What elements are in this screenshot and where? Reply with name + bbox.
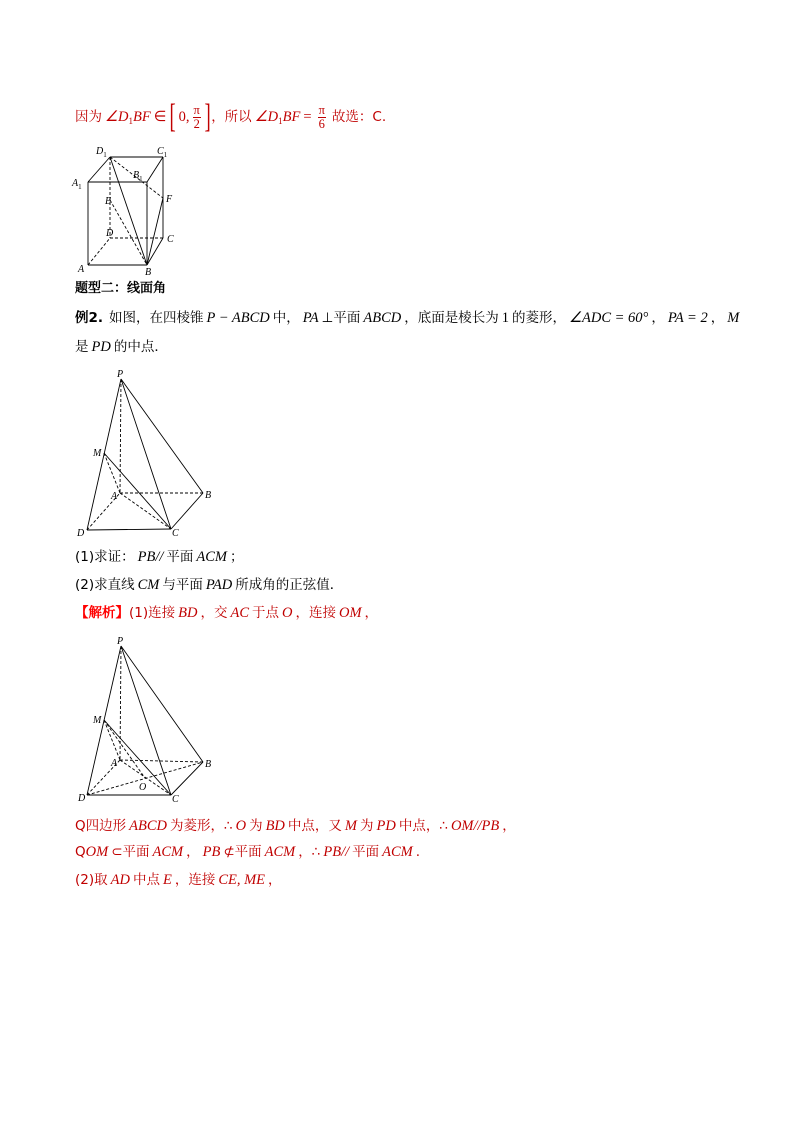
example-label: 例2.	[75, 310, 104, 326]
edge-d-c	[87, 529, 171, 530]
text-run: 平面	[166, 549, 194, 565]
text-run: 于点	[252, 605, 279, 621]
vertex-label-d: D	[78, 793, 86, 804]
pyramid-figure-with-midpoint	[70, 632, 220, 807]
text-run: ，	[651, 310, 665, 326]
vertex-label-b: B	[145, 267, 152, 278]
text-run: 为	[249, 818, 263, 834]
text-run: ，连接	[174, 872, 216, 888]
text-run: Q	[75, 844, 86, 860]
math-run: PD	[91, 339, 111, 355]
example-statement-line-1	[75, 309, 742, 327]
vertex-label-c: C	[167, 234, 174, 245]
point-label-e: E	[105, 196, 112, 207]
subscript: 1	[278, 116, 283, 126]
segment-b-f	[147, 198, 163, 265]
math-run: ∠ADC = 60°	[569, 310, 649, 326]
edge-d1-a1	[88, 157, 110, 182]
text-run: ，所以	[211, 109, 252, 125]
text-run: ，	[502, 818, 516, 834]
vertex-label-b: B	[205, 490, 212, 501]
text-run: ，	[186, 844, 200, 860]
math-run: ACM	[152, 844, 184, 860]
text-run: ，交	[200, 605, 228, 621]
point-label-m: M	[93, 448, 102, 459]
math-run: P − ABCD	[206, 310, 270, 326]
example-statement-line-2	[75, 338, 168, 356]
text-run: 与平面	[162, 577, 203, 593]
point-label-f: F	[166, 194, 173, 205]
equals-sign: =	[303, 109, 312, 125]
text-run: ，∴	[298, 844, 321, 860]
vertex-label-p: P	[117, 369, 124, 380]
text-run: (2)取	[75, 872, 108, 888]
vertex-label-b1: $B_1$	[133, 170, 143, 183]
text-run: ⊄平面	[223, 844, 262, 860]
text-run: ⊥平面	[321, 310, 361, 326]
solution-line-3	[75, 843, 420, 861]
vertex-label-c1: $C_1$	[157, 146, 168, 159]
vertex-label-a: A	[78, 264, 85, 275]
angle-label: BF	[282, 109, 301, 125]
text-run: 平面	[352, 844, 380, 860]
text-run: (2)求直线	[75, 577, 135, 593]
text-run: Q四边形	[75, 818, 127, 834]
hidden-edge-a-b	[120, 760, 203, 762]
text-run: ，	[268, 872, 282, 888]
cube-figure	[65, 140, 185, 280]
text-run: 是	[75, 339, 89, 355]
math-run: AC	[230, 605, 249, 621]
edge-c-b	[171, 493, 203, 529]
text-run: 因为	[75, 109, 102, 125]
vertex-label-b: B	[205, 759, 212, 770]
text-run: (1)连接	[129, 605, 176, 621]
text-run: (1)求证：	[75, 549, 135, 565]
conclusion-line	[75, 100, 386, 134]
text-run: ⊂平面	[111, 844, 150, 860]
math-run: OM	[85, 844, 109, 860]
hidden-edge-p-a	[120, 646, 121, 760]
question-1	[75, 548, 244, 566]
math-run: OM	[338, 605, 362, 621]
text-run: 如图，在四棱锥	[109, 310, 204, 326]
hidden-edge-a-d	[88, 238, 110, 265]
vertex-label-a: A	[111, 491, 118, 502]
math-run: PA	[302, 310, 319, 326]
math-run: M	[344, 818, 358, 834]
edge-p-c	[121, 379, 171, 529]
math-run: BD	[178, 605, 198, 621]
fraction-pi-over-2	[193, 104, 201, 131]
vertex-label-d: D	[106, 228, 114, 239]
fraction-pi-over-6	[318, 104, 326, 131]
text-run: .	[415, 844, 421, 860]
solution-line-1	[75, 604, 378, 622]
point-label-o: O	[139, 782, 147, 793]
edge-b-c	[147, 238, 163, 265]
fraction-numerator: π	[193, 102, 200, 117]
fraction-denominator: 2	[193, 116, 200, 131]
text-run: 中，	[272, 310, 300, 326]
edge-p-c	[121, 646, 171, 795]
math-run: ACM	[196, 549, 228, 565]
math-run: PA = 2	[667, 310, 708, 326]
hidden-segment-a-c	[120, 493, 171, 529]
math-run: CM	[137, 577, 160, 593]
text-run: 中点，又	[287, 818, 342, 834]
section-heading	[75, 280, 166, 298]
segment-d1-b	[110, 157, 147, 265]
subscript: 1	[128, 116, 133, 126]
math-run: E	[162, 872, 172, 888]
fraction-denominator: 6	[318, 116, 325, 131]
text-run: ，	[710, 310, 725, 326]
section-heading-text: 题型二：线面角	[75, 281, 167, 296]
text-run: ，连接	[295, 605, 336, 621]
edge-p-b	[121, 646, 203, 762]
vertex-label-p: P	[117, 636, 124, 647]
math-run: PD	[376, 818, 396, 834]
angle-label: BF	[132, 109, 151, 125]
solution-tag: 【解析】	[75, 605, 129, 621]
math-run: ABCD	[129, 818, 167, 834]
hidden-segment-m-o	[104, 720, 145, 778]
vertex-label-d1: $D_1$	[96, 146, 107, 159]
math-run: PB//	[323, 844, 350, 860]
text-run: ；	[230, 549, 244, 565]
number-run: 1	[501, 310, 509, 326]
edge-p-b	[121, 379, 203, 493]
vertex-label-c: C	[172, 794, 179, 805]
vertex-label-a1: $A_1$	[72, 178, 82, 191]
text-run: 的菱形，	[512, 310, 566, 326]
element-of-symbol: ∈	[153, 109, 167, 125]
vertex-label-d: D	[77, 528, 85, 539]
angle-symbol: ∠D	[105, 109, 129, 125]
edge-c-b	[171, 762, 203, 795]
math-run: M	[727, 310, 740, 326]
question-2	[75, 576, 343, 594]
text-run: 为	[360, 818, 374, 834]
pyramid-figure	[70, 365, 220, 540]
math-run: ACM	[264, 844, 296, 860]
text-run: 中点，∴	[398, 818, 448, 834]
hidden-segment-m-a	[104, 720, 120, 760]
text-run: 的中点．	[113, 339, 168, 355]
math-run: ABCD	[363, 310, 402, 326]
math-run: O	[282, 605, 293, 621]
hidden-edge-p-a	[120, 379, 121, 493]
text-run: 中点	[132, 872, 160, 888]
math-run: PB	[202, 844, 221, 860]
answer-text: 故选：C.	[331, 109, 387, 125]
text-run: 所成角的正弦值．	[235, 577, 344, 593]
text-run: ，	[364, 605, 379, 621]
math-run: CE, ME	[218, 872, 266, 888]
hidden-segment-m-a	[104, 453, 120, 493]
math-run: OM//PB	[450, 818, 500, 834]
angle-symbol: ∠D	[254, 109, 279, 125]
solution-line-2	[75, 817, 516, 835]
vertex-label-c: C	[172, 528, 179, 539]
math-run: BD	[265, 818, 285, 834]
fraction-numerator: π	[318, 102, 325, 117]
math-run: AD	[110, 872, 130, 888]
math-run: O	[235, 818, 247, 834]
text-run: 为菱形，∴	[170, 818, 233, 834]
point-label-m: M	[93, 715, 102, 726]
interval-start: 0,	[178, 109, 190, 125]
edge-b1-c1	[147, 157, 163, 182]
math-run: PB//	[137, 549, 164, 565]
vertex-label-a: A	[111, 758, 118, 769]
solution-line-4	[75, 871, 282, 889]
math-run: PAD	[205, 577, 233, 593]
math-run: ACM	[382, 844, 413, 860]
left-bracket: [	[169, 98, 177, 135]
right-bracket: ]	[204, 98, 211, 135]
text-run: ，底面是棱长为	[404, 310, 499, 326]
